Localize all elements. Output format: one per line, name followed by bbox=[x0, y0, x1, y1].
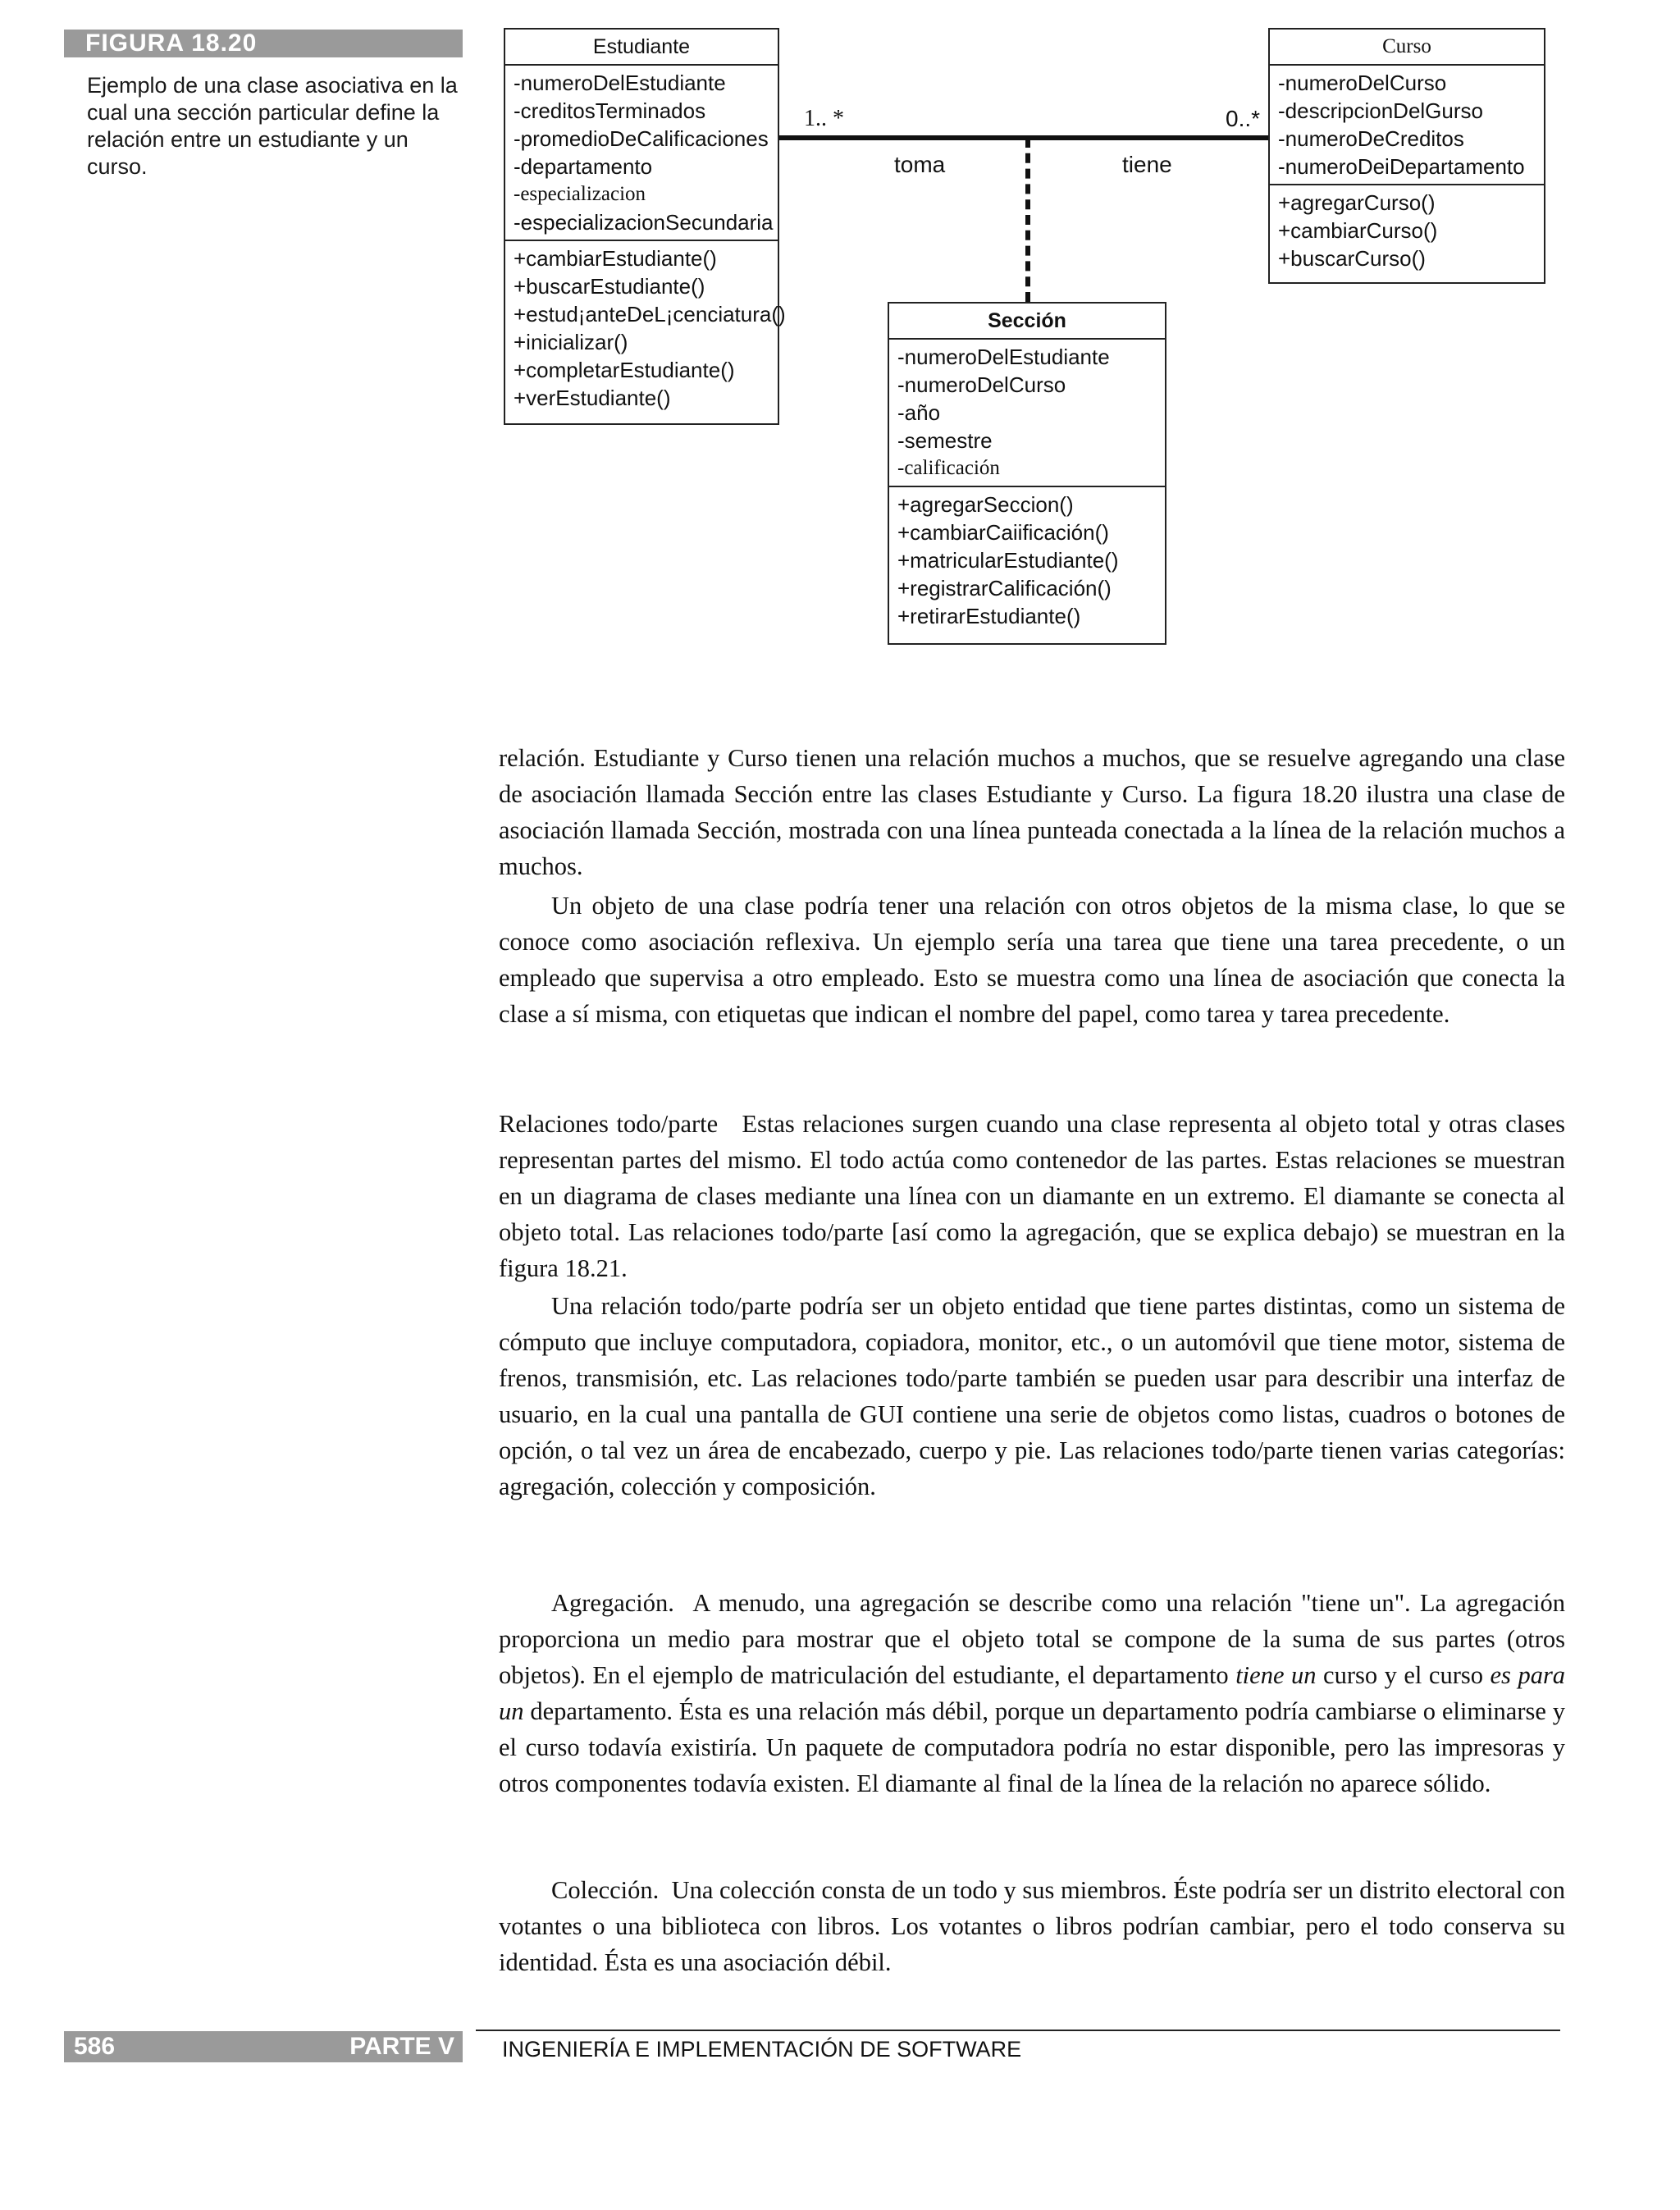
method: +estud¡anteDeL¡cenciatura() bbox=[514, 302, 786, 326]
method: +cambiarCaiificación() bbox=[897, 520, 1109, 545]
attribute: -año bbox=[897, 400, 941, 425]
class-curso-attributes bbox=[1270, 66, 1544, 184]
figure-caption: Ejemplo de una clase asociativa en la cual una sección particular define la relación entre un estudiante y un curso. bbox=[87, 73, 458, 179]
paragraph-5-text-a: A menudo, una agregación se describe como una relación "tiene un". La agregación proporciona un medio para mostrar que el objeto total se compone de la suma de sus partes (otros objetos). En el ejemplo de matriculación del estudiante, el departamento bbox=[499, 1589, 1566, 1689]
figure-label: FIGURA 18.20 bbox=[64, 30, 463, 57]
page-number: 586 bbox=[74, 2033, 116, 2060]
method: +matricularEstudiante() bbox=[897, 548, 1119, 573]
attribute: -numeroDelCurso bbox=[897, 372, 1066, 397]
attribute: -departamento bbox=[514, 154, 653, 179]
class-estudiante-methods bbox=[505, 240, 786, 415]
method: +buscarCurso() bbox=[1278, 246, 1426, 271]
running-footer-title: INGENIERÍA E IMPLEMENTACIÓN DE SOFTWARE bbox=[502, 2037, 1022, 2062]
class-seccion-name: Sección bbox=[889, 304, 1165, 340]
emphasis-es-para-un: es para un bbox=[499, 1661, 1566, 1725]
association-line bbox=[779, 135, 1268, 140]
role-tiene: tiene bbox=[1122, 152, 1172, 177]
multiplicity-estudiante: 1.. * bbox=[804, 106, 844, 131]
class-seccion-methods bbox=[889, 486, 1165, 633]
paragraph-3 bbox=[499, 1106, 1565, 1286]
class-curso bbox=[1268, 28, 1545, 284]
attribute: -creditosTerminados bbox=[514, 98, 706, 123]
heading-relaciones-todo-parte: Relaciones todo/parte bbox=[499, 1110, 719, 1138]
attribute: -numeroDeiDepartamento bbox=[1278, 154, 1525, 179]
heading-agregacion: Agregación. bbox=[551, 1589, 674, 1617]
attribute: -numeroDelEstudiante bbox=[514, 71, 726, 95]
class-estudiante bbox=[504, 28, 786, 425]
class-curso-methods bbox=[1270, 184, 1544, 276]
method: +cambiarCurso() bbox=[1278, 218, 1438, 243]
class-curso-name: Curso bbox=[1270, 30, 1544, 66]
multiplicity-curso: 0..* bbox=[1226, 106, 1261, 131]
paragraph-5-text-b: curso y el curso bbox=[1323, 1661, 1483, 1689]
method: +agregarCurso() bbox=[1278, 190, 1436, 215]
paragraph-4-text: Una relación todo/parte podría ser un objeto entidad que tiene partes distintas, como un sistema de cómputo que incluye computadora, copiadora, monitor, etc., o un automóvil que tiene motor, sistema de frenos, transmisión, etc. Las relaciones todo/parte también se pueden usar para describir una interfaz de usuario, en la cual una pantalla de GUI contiene una serie de objetos como listas, cuadros o botones de opción, o tal vez un área de encabezado, cuerpo y pie. Las relaciones todo/parte tienen varias categorías: agregación, colección y composición. bbox=[499, 1292, 1565, 1500]
class-estudiante-name: Estudiante bbox=[505, 30, 778, 66]
part-label: PARTE V bbox=[349, 2033, 454, 2060]
paragraph-6-text: Una colección consta de un todo y sus miembros. Éste podría ser un distrito electoral con votantes o una biblioteca con libros. Los votantes o libros podrían cambiar, pero el todo conserva su identidad. Ésta es una asociación débil. bbox=[499, 1876, 1565, 1976]
emphasis-tiene-un: tiene un bbox=[1235, 1661, 1317, 1689]
paragraph-2 bbox=[499, 888, 1565, 1032]
class-seccion-attributes bbox=[889, 340, 1165, 486]
paragraph-6 bbox=[499, 1872, 1565, 1980]
method: +verEstudiante() bbox=[514, 386, 671, 410]
class-estudiante-attributes bbox=[505, 66, 778, 240]
class-seccion bbox=[888, 302, 1166, 645]
method: +inicializar() bbox=[514, 330, 628, 354]
attribute: -promedioDeCalificaciones bbox=[514, 126, 769, 151]
method: +buscarEstudiante() bbox=[514, 274, 705, 299]
role-toma: toma bbox=[894, 152, 946, 177]
paragraph-2-text: Un objeto de una clase podría tener una relación con otros objetos de la misma clase, lo que se conoce como asociación reflexiva. Un ejemplo sería una tarea que tiene una tarea precedente, o un empleado que supervisa a otro empleado. Esto se muestra como una línea de asociación que conecta la clase a sí misma, con etiquetas que indican el nombre del papel, como tarea y tarea precedente. bbox=[499, 892, 1565, 1028]
attribute: -especializacion bbox=[514, 183, 646, 205]
attribute: -descripcionDelGurso bbox=[1278, 98, 1483, 123]
paragraph-4 bbox=[499, 1288, 1565, 1505]
attribute: -numeroDeCreditos bbox=[1278, 126, 1464, 151]
method: +registrarCalificación() bbox=[897, 576, 1112, 600]
method: +completarEstudiante() bbox=[514, 358, 735, 382]
paragraph-5 bbox=[499, 1585, 1565, 1801]
association-class-dashed-line bbox=[1025, 138, 1035, 302]
paragraph-1-text: relación. Estudiante y Curso tienen una relación muchos a muchos, que se resuelve agregando una clase de asociación llamada Sección entre las clases Estudiante y Curso. La figura 18.20 ilustra una clase de asociación llamada Sección, mostrada con una línea punteada conectada a la línea de la relación muchos a muchos. bbox=[499, 744, 1565, 880]
footer-band bbox=[64, 2031, 463, 2062]
footer-rule bbox=[476, 2030, 1560, 2031]
attribute: -numeroDelEstudiante bbox=[897, 345, 1110, 369]
attribute: -calificación bbox=[897, 457, 1000, 479]
attribute: -numeroDelCurso bbox=[1278, 71, 1447, 95]
heading-coleccion: Colección. bbox=[551, 1876, 660, 1904]
attribute: -especializacionSecundaria bbox=[514, 210, 774, 235]
paragraph-3-text: Estas relaciones surgen cuando una clase representa al objeto total y otras clases representan partes del mismo. El todo actúa como contenedor de las partes. Estas relaciones se muestran en un diagrama de clases mediante una línea con un diamante en un extremo. El diamante se conecta al objeto total. Las relaciones todo/parte [así como la agregación, que se explica debajo) se muestran en la figura 18.21. bbox=[499, 1110, 1565, 1282]
method: +retirarEstudiante() bbox=[897, 604, 1081, 628]
paragraph-1 bbox=[499, 740, 1565, 884]
method: +agregarSeccion() bbox=[897, 492, 1074, 517]
method: +cambiarEstudiante() bbox=[514, 246, 717, 271]
paragraph-5-text-c: departamento. Ésta es una relación más débil, porque un departamento podría cambiarse o eliminarse y el curso todavía existiría. Un paquete de computadora podría no estar disponible, pero las impresoras y otros componentes todavía existen. El diamante al final de la línea de la relación no aparece sólido. bbox=[499, 1697, 1566, 1797]
attribute: -semestre bbox=[897, 428, 993, 453]
